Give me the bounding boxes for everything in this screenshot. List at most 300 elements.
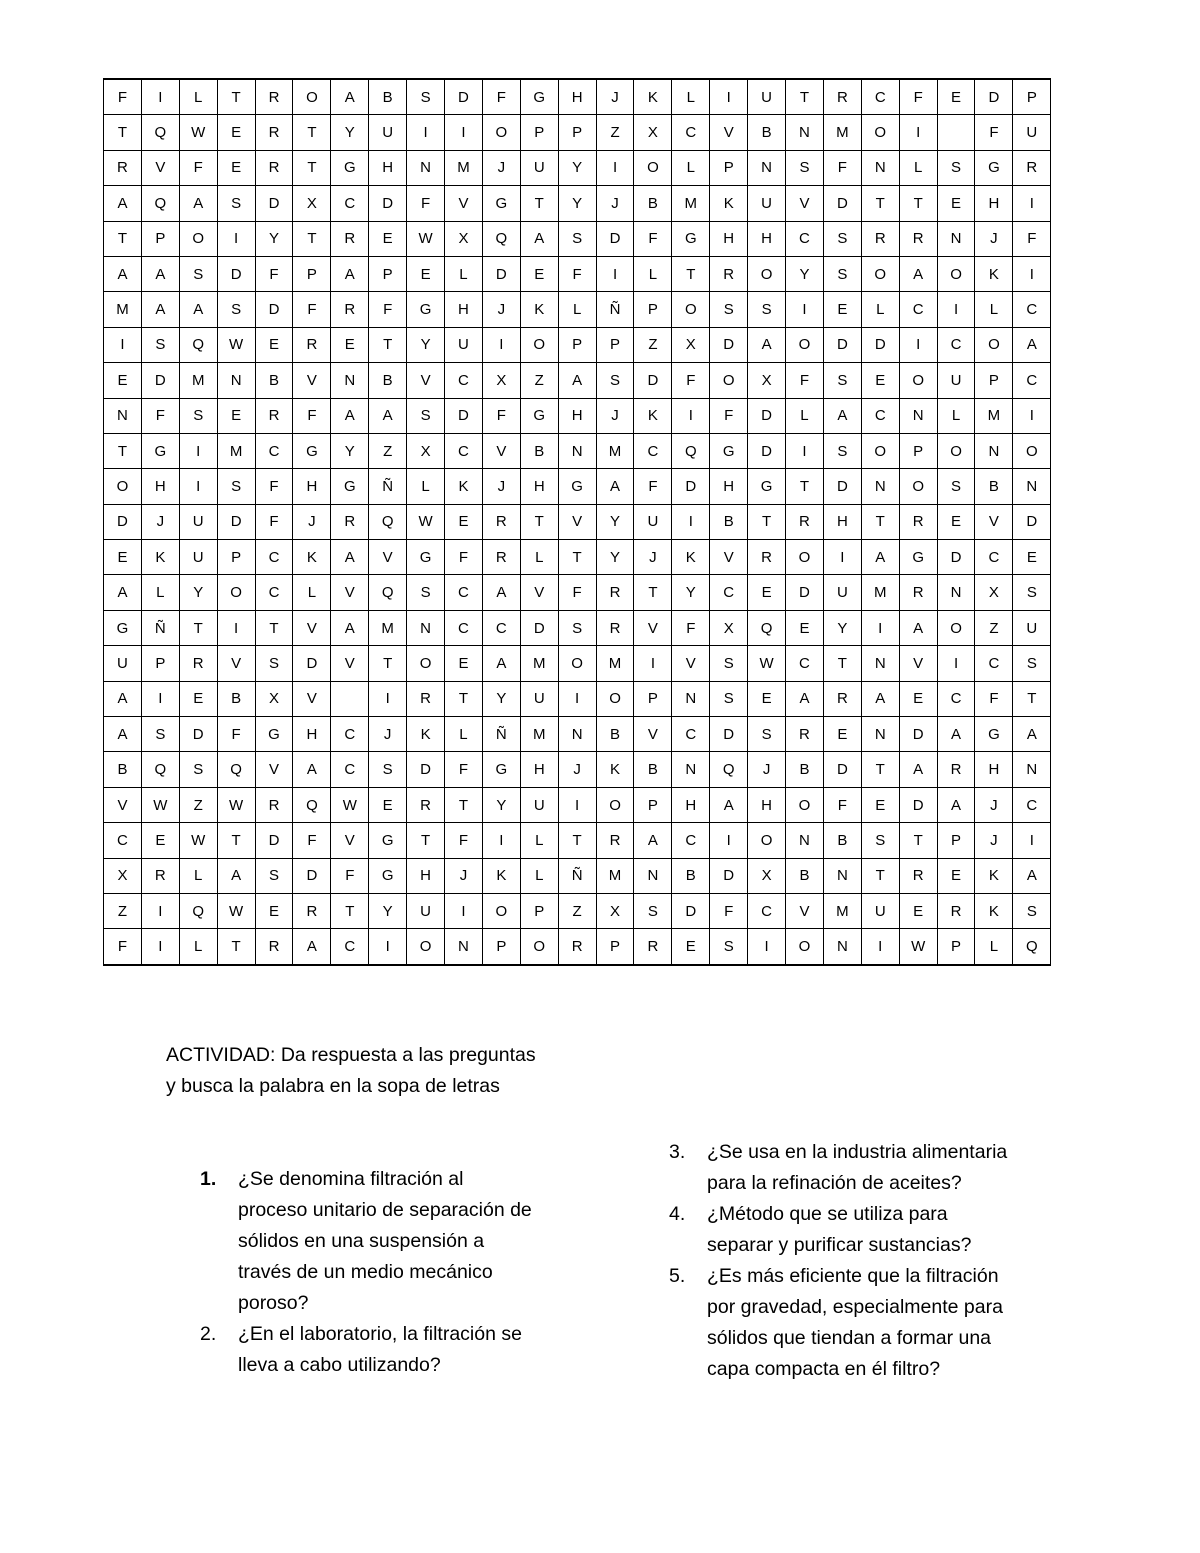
- grid-cell: B: [823, 823, 861, 858]
- grid-cell: K: [445, 469, 483, 504]
- grid-cell: T: [899, 186, 937, 221]
- grid-cell: N: [445, 929, 483, 965]
- grid-cell: Y: [482, 681, 520, 716]
- grid-cell: I: [786, 292, 824, 327]
- grid-cell: I: [937, 646, 975, 681]
- grid-cell: D: [293, 858, 331, 893]
- grid-cell: D: [634, 363, 672, 398]
- grid-cell: M: [596, 433, 634, 468]
- grid-cell: Y: [596, 504, 634, 539]
- grid-cell: D: [596, 221, 634, 256]
- grid-cell: N: [786, 823, 824, 858]
- grid-cell: C: [975, 540, 1013, 575]
- grid-cell: W: [179, 823, 217, 858]
- question-number: 1.: [200, 1168, 217, 1190]
- question-item: [669, 1137, 1049, 1199]
- grid-cell: N: [407, 610, 445, 645]
- grid-cell: M: [520, 717, 558, 752]
- grid-cell: O: [937, 433, 975, 468]
- grid-cell: A: [937, 717, 975, 752]
- grid-cell: V: [672, 646, 710, 681]
- grid-cell: G: [748, 469, 786, 504]
- grid-cell: T: [217, 79, 255, 115]
- grid-cell: S: [217, 292, 255, 327]
- grid-cell: S: [710, 292, 748, 327]
- grid-cell: N: [217, 363, 255, 398]
- grid-cell: Q: [179, 893, 217, 928]
- grid-cell: D: [672, 893, 710, 928]
- grid-cell: Q: [293, 787, 331, 822]
- question-number: 4.: [669, 1203, 686, 1225]
- grid-cell: F: [823, 150, 861, 185]
- grid-cell: I: [179, 433, 217, 468]
- grid-cell: C: [634, 433, 672, 468]
- grid-cell: E: [255, 893, 293, 928]
- grid-cell: R: [786, 504, 824, 539]
- grid-cell: L: [445, 256, 483, 291]
- grid-cell: X: [634, 115, 672, 150]
- grid-cell: A: [104, 575, 142, 610]
- grid-cell: G: [331, 469, 369, 504]
- question-text-line: ¿Se denomina filtración al: [238, 1168, 464, 1190]
- grid-cell: Ñ: [596, 292, 634, 327]
- grid-cell: D: [217, 256, 255, 291]
- grid-cell: F: [634, 221, 672, 256]
- grid-cell: I: [672, 398, 710, 433]
- grid-cell: E: [823, 717, 861, 752]
- grid-cell: P: [937, 823, 975, 858]
- grid-cell: Z: [179, 787, 217, 822]
- grid-cell: U: [104, 646, 142, 681]
- grid-cell: A: [331, 256, 369, 291]
- grid-cell: V: [445, 186, 483, 221]
- grid-cell: V: [482, 433, 520, 468]
- grid-cell: V: [255, 752, 293, 787]
- grid-cell: P: [369, 256, 407, 291]
- grid-cell: T: [672, 256, 710, 291]
- grid-cell: P: [558, 115, 596, 150]
- grid-row: [104, 717, 1051, 752]
- grid-cell: F: [104, 929, 142, 965]
- grid-cell: C: [672, 717, 710, 752]
- grid-cell: M: [823, 115, 861, 150]
- grid-cell: Q: [748, 610, 786, 645]
- grid-row: [104, 646, 1051, 681]
- grid-cell: T: [217, 929, 255, 965]
- grid-cell: D: [482, 256, 520, 291]
- grid-cell: Ñ: [558, 858, 596, 893]
- grid-cell: H: [748, 787, 786, 822]
- grid-row: [104, 79, 1051, 115]
- grid-cell: F: [104, 79, 142, 115]
- grid-cell: H: [975, 186, 1013, 221]
- grid-cell: I: [899, 327, 937, 362]
- grid-cell: K: [141, 540, 179, 575]
- grid-cell: C: [975, 646, 1013, 681]
- grid-cell: T: [445, 787, 483, 822]
- grid-cell: A: [520, 221, 558, 256]
- grid-cell: T: [786, 469, 824, 504]
- grid-cell: D: [520, 610, 558, 645]
- grid-cell: I: [710, 79, 748, 115]
- grid-cell: C: [1013, 292, 1051, 327]
- grid-cell: H: [710, 221, 748, 256]
- grid-cell: F: [331, 858, 369, 893]
- grid-cell: S: [217, 186, 255, 221]
- grid-cell: N: [104, 398, 142, 433]
- grid-cell: C: [445, 575, 483, 610]
- grid-cell: T: [179, 610, 217, 645]
- grid-cell: H: [141, 469, 179, 504]
- grid-cell: N: [861, 150, 899, 185]
- grid-cell: M: [445, 150, 483, 185]
- grid-cell: M: [369, 610, 407, 645]
- grid-cell: O: [634, 150, 672, 185]
- grid-cell: A: [786, 681, 824, 716]
- grid-cell: T: [1013, 681, 1051, 716]
- grid-cell: I: [482, 327, 520, 362]
- grid-cell: R: [331, 292, 369, 327]
- grid-cell: A: [482, 575, 520, 610]
- grid-cell: R: [255, 787, 293, 822]
- question-number: 2.: [200, 1323, 217, 1345]
- grid-cell: R: [558, 929, 596, 965]
- grid-cell: P: [1013, 79, 1051, 115]
- grid-cell: X: [255, 681, 293, 716]
- grid-cell: Q: [217, 752, 255, 787]
- grid-cell: I: [634, 646, 672, 681]
- grid-cell: B: [520, 433, 558, 468]
- grid-cell: E: [823, 292, 861, 327]
- grid-cell: N: [786, 115, 824, 150]
- grid-cell: V: [141, 150, 179, 185]
- grid-cell: F: [141, 398, 179, 433]
- grid-cell: D: [975, 79, 1013, 115]
- grid-cell: T: [634, 575, 672, 610]
- grid-cell: B: [786, 858, 824, 893]
- grid-cell: J: [293, 504, 331, 539]
- grid-row: [104, 398, 1051, 433]
- grid-cell: F: [217, 717, 255, 752]
- question-number: 3.: [669, 1141, 686, 1163]
- grid-cell: C: [937, 681, 975, 716]
- grid-cell: R: [482, 504, 520, 539]
- grid-cell: B: [710, 504, 748, 539]
- grid-cell: O: [596, 681, 634, 716]
- grid-cell: F: [293, 292, 331, 327]
- grid-cell: C: [899, 292, 937, 327]
- grid-cell: N: [634, 858, 672, 893]
- grid-cell: E: [899, 681, 937, 716]
- grid-cell: R: [823, 79, 861, 115]
- grid-cell: I: [861, 610, 899, 645]
- grid-cell: S: [255, 646, 293, 681]
- grid-cell: A: [141, 292, 179, 327]
- grid-cell: N: [748, 150, 786, 185]
- grid-cell: C: [445, 363, 483, 398]
- grid-cell: S: [823, 256, 861, 291]
- grid-cell: L: [445, 717, 483, 752]
- grid-cell: T: [861, 504, 899, 539]
- grid-cell: G: [672, 221, 710, 256]
- grid-cell: R: [899, 858, 937, 893]
- grid-cell: T: [217, 823, 255, 858]
- grid-cell: Q: [672, 433, 710, 468]
- grid-cell: [331, 681, 369, 716]
- grid-cell: V: [634, 717, 672, 752]
- grid-cell: F: [1013, 221, 1051, 256]
- grid-cell: J: [482, 292, 520, 327]
- grid-cell: K: [634, 398, 672, 433]
- grid-cell: F: [369, 292, 407, 327]
- grid-row: [104, 221, 1051, 256]
- grid-cell: N: [899, 398, 937, 433]
- grid-cell: A: [1013, 327, 1051, 362]
- grid-cell: I: [748, 929, 786, 965]
- grid-cell: S: [407, 398, 445, 433]
- grid-cell: G: [331, 150, 369, 185]
- grid-cell: R: [179, 646, 217, 681]
- grid-cell: D: [823, 752, 861, 787]
- grid-cell: T: [899, 823, 937, 858]
- grid-cell: U: [179, 504, 217, 539]
- grid-cell: R: [899, 504, 937, 539]
- grid-cell: [937, 115, 975, 150]
- grid-cell: S: [407, 79, 445, 115]
- grid-cell: G: [369, 823, 407, 858]
- activity-instructions: [166, 1040, 586, 1102]
- grid-cell: R: [899, 221, 937, 256]
- grid-cell: T: [520, 186, 558, 221]
- grid-cell: S: [748, 292, 786, 327]
- grid-cell: R: [634, 929, 672, 965]
- grid-cell: O: [672, 292, 710, 327]
- grid-cell: F: [255, 256, 293, 291]
- grid-cell: K: [975, 858, 1013, 893]
- grid-cell: L: [407, 469, 445, 504]
- grid-cell: P: [217, 540, 255, 575]
- grid-cell: V: [369, 540, 407, 575]
- grid-cell: K: [710, 186, 748, 221]
- grid-row: [104, 752, 1051, 787]
- grid-cell: K: [520, 292, 558, 327]
- grid-cell: G: [520, 398, 558, 433]
- grid-cell: C: [786, 221, 824, 256]
- grid-cell: U: [520, 150, 558, 185]
- grid-cell: G: [407, 540, 445, 575]
- grid-cell: H: [293, 469, 331, 504]
- grid-cell: D: [748, 433, 786, 468]
- grid-cell: F: [975, 681, 1013, 716]
- grid-cell: G: [407, 292, 445, 327]
- grid-cell: Y: [179, 575, 217, 610]
- grid-cell: I: [369, 929, 407, 965]
- grid-cell: F: [672, 363, 710, 398]
- grid-cell: K: [975, 893, 1013, 928]
- grid-cell: O: [407, 646, 445, 681]
- grid-cell: D: [369, 186, 407, 221]
- grid-cell: K: [407, 717, 445, 752]
- grid-cell: A: [558, 363, 596, 398]
- grid-cell: O: [861, 256, 899, 291]
- grid-cell: I: [558, 681, 596, 716]
- grid-cell: J: [445, 858, 483, 893]
- grid-cell: A: [331, 540, 369, 575]
- grid-cell: V: [634, 610, 672, 645]
- grid-cell: Z: [975, 610, 1013, 645]
- grid-cell: M: [596, 646, 634, 681]
- grid-cell: L: [179, 929, 217, 965]
- grid-cell: F: [634, 469, 672, 504]
- grid-cell: L: [937, 398, 975, 433]
- grid-cell: E: [445, 504, 483, 539]
- grid-cell: Ñ: [141, 610, 179, 645]
- grid-cell: C: [331, 186, 369, 221]
- grid-cell: E: [1013, 540, 1051, 575]
- grid-row: [104, 681, 1051, 716]
- grid-cell: S: [823, 221, 861, 256]
- grid-cell: D: [255, 823, 293, 858]
- grid-cell: G: [975, 150, 1013, 185]
- grid-cell: L: [520, 540, 558, 575]
- grid-cell: L: [293, 575, 331, 610]
- grid-cell: A: [331, 610, 369, 645]
- grid-cell: P: [520, 893, 558, 928]
- grid-cell: O: [104, 469, 142, 504]
- grid-cell: U: [748, 186, 786, 221]
- grid-cell: O: [1013, 433, 1051, 468]
- grid-cell: X: [748, 363, 786, 398]
- grid-cell: N: [558, 717, 596, 752]
- grid-cell: X: [672, 327, 710, 362]
- grid-cell: D: [937, 540, 975, 575]
- grid-cell: A: [899, 256, 937, 291]
- grid-cell: B: [369, 79, 407, 115]
- grid-cell: P: [520, 115, 558, 150]
- grid-cell: Y: [407, 327, 445, 362]
- grid-cell: C: [482, 610, 520, 645]
- grid-cell: X: [596, 893, 634, 928]
- grid-cell: S: [710, 646, 748, 681]
- grid-cell: M: [823, 893, 861, 928]
- grid-cell: Z: [369, 433, 407, 468]
- grid-cell: I: [217, 610, 255, 645]
- grid-cell: J: [975, 787, 1013, 822]
- question-text-line: separar y purificar sustancias?: [707, 1234, 972, 1256]
- grid-cell: P: [141, 221, 179, 256]
- grid-cell: W: [407, 504, 445, 539]
- grid-cell: R: [710, 256, 748, 291]
- grid-cell: F: [672, 610, 710, 645]
- grid-cell: D: [141, 363, 179, 398]
- grid-cell: T: [255, 610, 293, 645]
- grid-cell: J: [141, 504, 179, 539]
- grid-cell: C: [255, 540, 293, 575]
- grid-cell: H: [369, 150, 407, 185]
- grid-cell: A: [104, 186, 142, 221]
- grid-cell: H: [520, 469, 558, 504]
- grid-cell: A: [141, 256, 179, 291]
- grid-cell: U: [520, 681, 558, 716]
- grid-cell: G: [975, 717, 1013, 752]
- grid-cell: T: [445, 681, 483, 716]
- grid-cell: X: [482, 363, 520, 398]
- grid-cell: T: [369, 646, 407, 681]
- grid-cell: T: [558, 823, 596, 858]
- question-text-line: para la refinación de aceites?: [707, 1172, 962, 1194]
- grid-cell: U: [407, 893, 445, 928]
- grid-row: [104, 186, 1051, 221]
- grid-cell: S: [407, 575, 445, 610]
- grid-cell: I: [558, 787, 596, 822]
- grid-cell: U: [520, 787, 558, 822]
- grid-cell: G: [520, 79, 558, 115]
- grid-cell: C: [1013, 363, 1051, 398]
- grid-cell: S: [634, 893, 672, 928]
- grid-cell: W: [407, 221, 445, 256]
- grid-cell: Y: [558, 186, 596, 221]
- grid-cell: C: [710, 575, 748, 610]
- grid-cell: S: [596, 363, 634, 398]
- grid-cell: I: [1013, 823, 1051, 858]
- grid-cell: S: [141, 717, 179, 752]
- grid-cell: Z: [634, 327, 672, 362]
- grid-cell: A: [634, 823, 672, 858]
- grid-cell: A: [596, 469, 634, 504]
- grid-cell: Y: [823, 610, 861, 645]
- grid-cell: A: [217, 858, 255, 893]
- grid-cell: A: [179, 292, 217, 327]
- grid-cell: D: [861, 327, 899, 362]
- grid-cell: R: [748, 540, 786, 575]
- grid-cell: M: [217, 433, 255, 468]
- grid-cell: C: [255, 433, 293, 468]
- grid-cell: A: [293, 752, 331, 787]
- grid-cell: E: [748, 575, 786, 610]
- grid-cell: H: [672, 787, 710, 822]
- grid-cell: S: [179, 752, 217, 787]
- grid-cell: U: [445, 327, 483, 362]
- grid-cell: V: [899, 646, 937, 681]
- grid-cell: V: [786, 186, 824, 221]
- grid-cell: E: [104, 363, 142, 398]
- questions-right-column: [669, 1137, 1049, 1385]
- grid-cell: B: [596, 717, 634, 752]
- grid-cell: I: [445, 115, 483, 150]
- grid-cell: F: [482, 79, 520, 115]
- grid-cell: D: [445, 398, 483, 433]
- grid-cell: O: [937, 256, 975, 291]
- grid-cell: P: [634, 681, 672, 716]
- grid-cell: R: [255, 398, 293, 433]
- grid-cell: A: [104, 717, 142, 752]
- grid-cell: S: [1013, 893, 1051, 928]
- grid-cell: R: [331, 504, 369, 539]
- grid-row: [104, 893, 1051, 928]
- grid-cell: T: [823, 646, 861, 681]
- grid-cell: A: [104, 256, 142, 291]
- grid-cell: O: [937, 610, 975, 645]
- grid-cell: R: [255, 79, 293, 115]
- grid-cell: Ñ: [369, 469, 407, 504]
- grid-cell: D: [823, 327, 861, 362]
- question-text-line: ¿En el laboratorio, la filtración se: [238, 1323, 522, 1345]
- grid-row: [104, 575, 1051, 610]
- grid-cell: D: [255, 292, 293, 327]
- grid-cell: V: [710, 540, 748, 575]
- grid-cell: E: [217, 115, 255, 150]
- grid-cell: E: [520, 256, 558, 291]
